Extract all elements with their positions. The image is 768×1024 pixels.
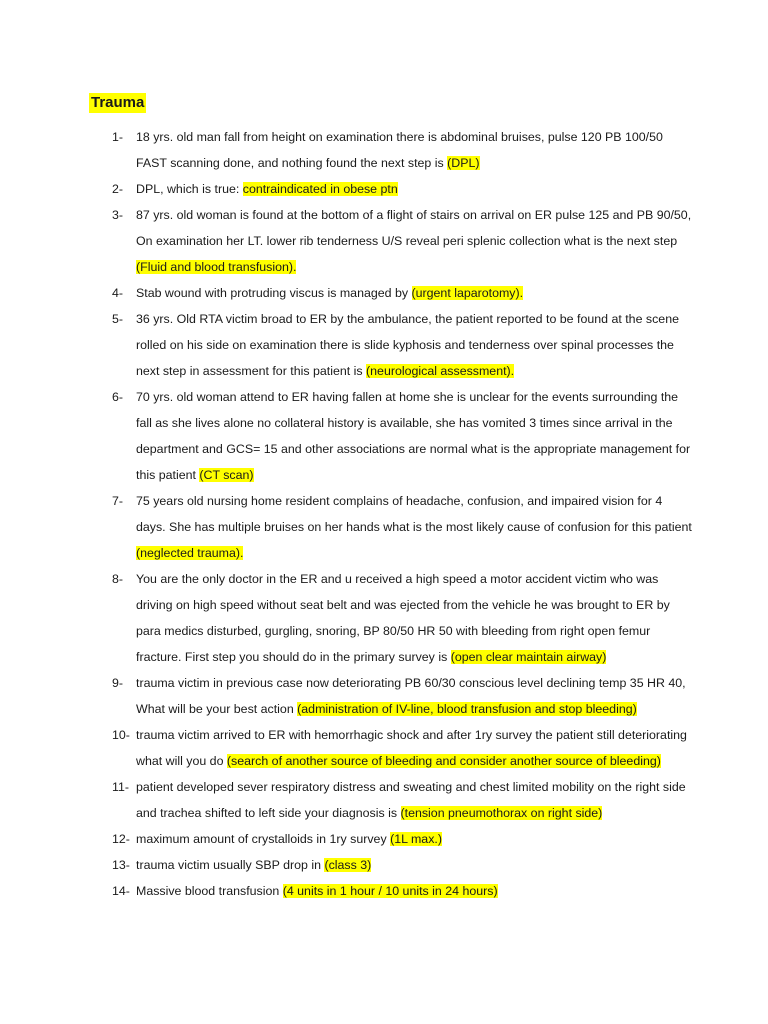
question-body: Massive blood transfusion (136, 884, 283, 898)
list-item (112, 826, 692, 852)
highlighted-answer: (open clear maintain airway) (450, 650, 607, 664)
question-number: 14- (112, 884, 130, 898)
highlighted-answer: (neglected trauma). (136, 546, 244, 560)
question-text (136, 774, 692, 826)
question-number: 5- (112, 312, 124, 326)
question-number: 4- (112, 286, 124, 300)
question-body: trauma victim in previous case now deteriorating PB 60/30 conscious level declining temp 35 HR 40, What will be your best action (136, 676, 686, 716)
highlighted-answer: (administration of IV-line, blood transfusion and stop bleeding) (297, 702, 637, 716)
list-item (112, 852, 692, 878)
list-item (112, 306, 692, 384)
highlighted-answer: (CT scan) (199, 468, 254, 482)
list-item (112, 878, 692, 904)
list-item (112, 202, 692, 280)
question-text (136, 852, 692, 878)
question-number: 2- (112, 182, 124, 196)
question-list (112, 124, 692, 904)
question-text (136, 826, 692, 852)
question-number: 13- (112, 858, 130, 872)
list-item (112, 384, 692, 488)
highlighted-answer: (Fluid and blood transfusion). (136, 260, 297, 274)
highlighted-answer: (4 units in 1 hour / 10 units in 24 hours) (282, 884, 498, 898)
question-text (136, 280, 692, 306)
list-item (112, 124, 692, 176)
question-body: 87 yrs. old woman is found at the bottom of a flight of stairs on arrival on ER pulse 125 and PB 90/50, On examination her LT. lower rib tenderness U/S reveal peri splenic collection what is the next step (136, 208, 692, 248)
list-item (112, 670, 692, 722)
list-item (112, 176, 692, 202)
question-body: 70 yrs. old woman attend to ER having fallen at home she is unclear for the events surrounding the fall as she lives alone no collateral history is available, she has vomited 3 times since arrival in the department and GCS= 15 and other associations are normal what is the appropriate management for this patient (136, 390, 691, 482)
question-text (136, 670, 692, 722)
question-body: You are the only doctor in the ER and u received a high speed a motor accident victim who was driving on high speed without seat belt and was ejected from the vehicle he was brought to ER by para medics disturbed, gurgling, snoring, BP 80/50 HR 50 with bleeding from right open femur fracture. First step you should do in the primary survey is (136, 572, 670, 664)
highlighted-answer: (search of another source of bleeding and consider another source of bleeding) (226, 754, 661, 768)
question-text (136, 488, 692, 566)
question-body: patient developed sever respiratory distress and sweating and chest limited mobility on the right side and trachea shifted to left side your diagnosis is (136, 780, 686, 820)
question-text (136, 124, 692, 176)
question-number: 9- (112, 676, 124, 690)
highlighted-answer: contraindicated in obese ptn (242, 182, 398, 196)
question-text (136, 566, 692, 670)
highlighted-answer: (tension pneumothorax on right side) (400, 806, 603, 820)
question-number: 6- (112, 390, 124, 404)
highlighted-answer: (class 3) (324, 858, 372, 872)
question-text (136, 878, 692, 904)
question-number: 8- (112, 572, 124, 586)
page-title: Trauma (91, 94, 145, 111)
question-number: 10- (112, 728, 130, 742)
list-item (112, 722, 692, 774)
question-number: 11- (112, 780, 129, 794)
highlighted-answer: (1L max.) (390, 832, 442, 846)
question-text (136, 384, 692, 488)
question-number: 1- (112, 130, 124, 144)
question-body: 75 years old nursing home resident complains of headache, confusion, and impaired vision for 4 days. She has multiple bruises on her hands what is the most likely cause of confusion for this patient (136, 494, 692, 534)
question-text (136, 722, 692, 774)
question-body: DPL, which is true: (136, 182, 243, 196)
list-item (112, 488, 692, 566)
highlighted-answer: (urgent laparotomy). (411, 286, 524, 300)
highlighted-answer: (DPL) (447, 156, 480, 170)
question-text (136, 176, 692, 202)
question-body: 36 yrs. Old RTA victim broad to ER by the ambulance, the patient reported to be found at the scene rolled on his side on examination there is slide kyphosis and tenderness over spinal processes the next step in assessment for this patient is (136, 312, 679, 378)
question-body: Stab wound with protruding viscus is managed by (136, 286, 412, 300)
question-number: 12- (112, 832, 130, 846)
list-item (112, 280, 692, 306)
list-item (112, 566, 692, 670)
question-text (136, 202, 692, 280)
question-body: 18 yrs. old man fall from height on examination there is abdominal bruises, pulse 120 PB 100/50 FAST scanning done, and nothing found the next step is (136, 130, 663, 170)
question-text (136, 306, 692, 384)
question-body: trauma victim arrived to ER with hemorrhagic shock and after 1ry survey the patient still deteriorating what will you do (136, 728, 687, 768)
question-body: maximum amount of crystalloids in 1ry survey (136, 832, 391, 846)
list-item (112, 774, 692, 826)
question-number: 7- (112, 494, 124, 508)
highlighted-answer: (neurological assessment). (366, 364, 515, 378)
question-number: 3- (112, 208, 124, 222)
question-body: trauma victim usually SBP drop in (136, 858, 325, 872)
